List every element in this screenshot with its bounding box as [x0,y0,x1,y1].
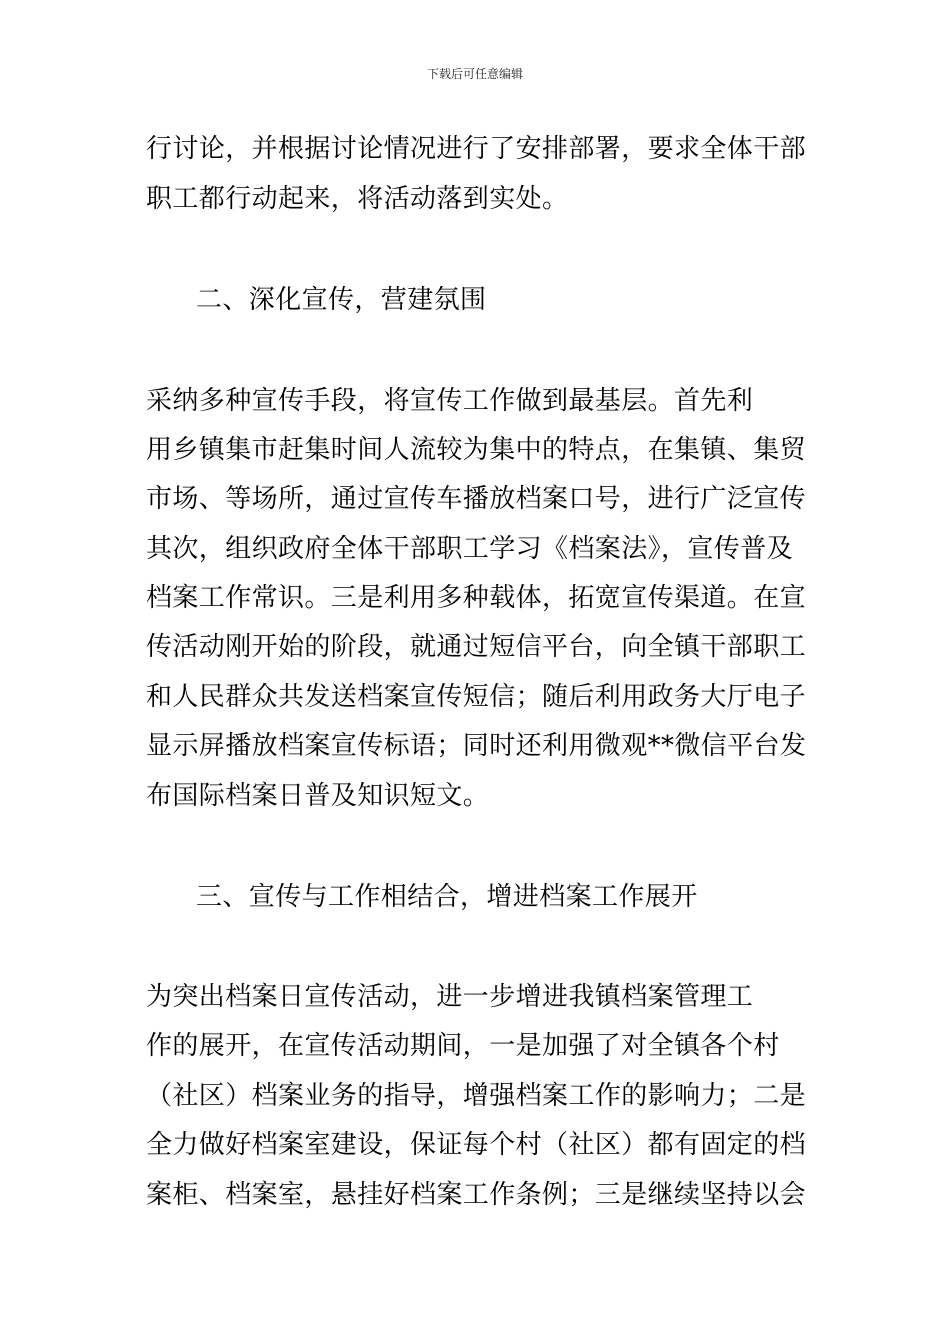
paragraph-line: 采纳多种宣传手段，将宣传工作做到最基层。首先利 [146,386,754,416]
paragraph-line: 案柜、档案室，悬挂好档案工作条例；三是继续坚持以会 [146,1180,807,1210]
paragraph-line: 市场、等场所，通过宣传车播放档案口号，进行广泛宣传 [146,484,807,514]
paragraph-line: （社区）档案业务的指导，增强档案工作的影响力；二是 [146,1081,807,1111]
paragraph-line: 显示屏播放档案宣传标语；同时还利用微观**微信平台发 [146,731,807,761]
paragraph-line: 为突出档案日宣传活动，进一步增进我镇档案管理工 [146,982,754,1012]
paragraph-line: 全力做好档案室建设，保证每个村（社区）都有固定的档 [146,1130,807,1160]
paragraph-line: 行讨论，并根据讨论情况进行了安排部署，要求全体干部 [146,134,807,164]
page-header: 下载后可任意编辑 [426,67,523,81]
paragraph-line: 和人民群众共发送档案宣传短信；随后利用政务大厅电子 [146,682,807,712]
paragraph-line: 作的展开，在宣传活动期间，一是加强了对全镇各个村 [146,1031,780,1061]
paragraph-line: 职工都行动起来，将活动落到实处。 [146,184,569,214]
section-heading-3: 三、宣传与工作相结合，增进档案工作展开 [196,882,698,912]
paragraph-line: 其次，组织政府全体干部职工学习《档案法》，宣传普及 [146,534,794,564]
paragraph-line: 布国际档案日普及知识短文。 [146,781,490,811]
paragraph-line: 传活动刚开始的阶段，就通过短信平台，向全镇干部职工 [146,632,807,662]
paragraph-line: 用乡镇集市赶集时间人流较为集中的特点，在集镇、集贸 [146,435,807,465]
paragraph-line: 档案工作常识。三是利用多种载体，拓宽宣传渠道。在宣 [146,583,807,613]
section-heading-2: 二、深化宣传，营建氛围 [196,285,487,315]
